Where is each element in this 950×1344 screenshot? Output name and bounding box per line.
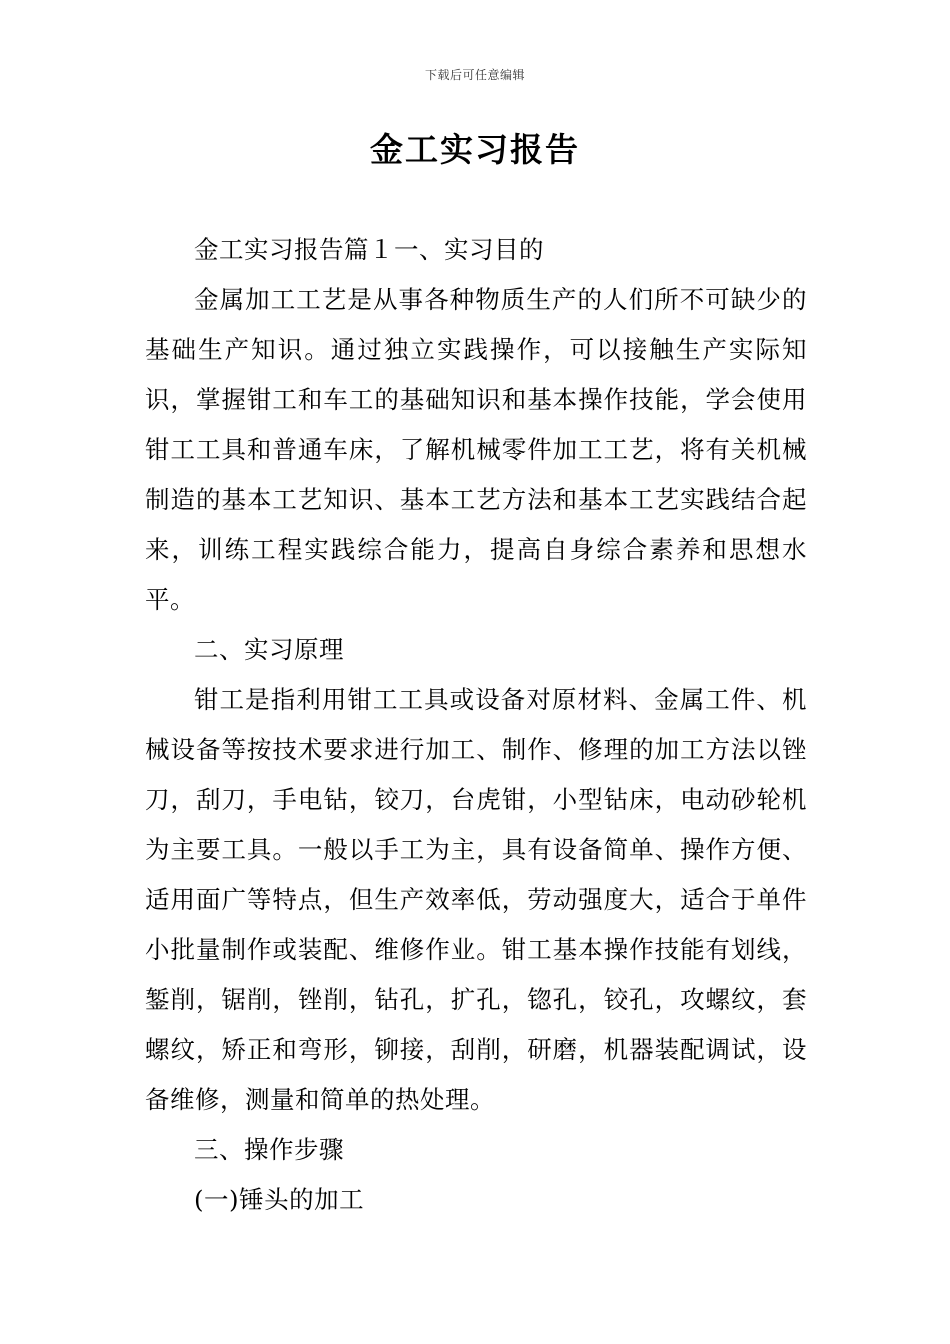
paragraph-subheading-hammer: (一)锤头的加工 — [194, 1185, 365, 1214]
document-title: 金工实习报告 — [370, 130, 580, 169]
paragraph-principle-text: 钳工是指利用钳工工具或设备对原材料、金属工件、机械设备等按技术要求进行加工、制作、修理的加工方法以锉刀，刮刀，手电钻，铰刀，台虎钳，小型钻床，电动砂轮机为主要工具。一般以手工为主，具有设备简单、操作方便、适用面广等特点，但生产效率低，劳动强度大，适合于单件小批量制作或装配、维修作业。钳工基本操作技能有划线，錾削，锯削，锉削，钻孔，扩孔，锪孔，铰孔，攻螺纹，套螺纹，矫正和弯形，铆接，刮削，研磨，机器装配调试，设备维修，测量和简单的热处理。 — [145, 685, 807, 1114]
document-body — [145, 225, 807, 1225]
header-note: 下载后可任意编辑 — [424, 68, 525, 82]
paragraph-section-heading-principle: 二、实习原理 — [194, 635, 344, 664]
paragraph-section-heading-purpose: 金工实习报告篇１一、实习目的 — [194, 235, 544, 264]
paragraph-section-heading-steps: 三、操作步骤 — [194, 1135, 344, 1164]
paragraph-purpose-text: 金属加工工艺是从事各种物质生产的人们所不可缺少的基础生产知识。通过独立实践操作，可以接触生产实际知识，掌握钳工和车工的基础知识和基本操作技能，学会使用钳工工具和普通车床，了解机械零件加工工艺，将有关机械制造的基本工艺知识、基本工艺方法和基本工艺实践结合起来，训练工程实践综合能力，提高自身综合素养和思想水平。 — [145, 285, 807, 614]
